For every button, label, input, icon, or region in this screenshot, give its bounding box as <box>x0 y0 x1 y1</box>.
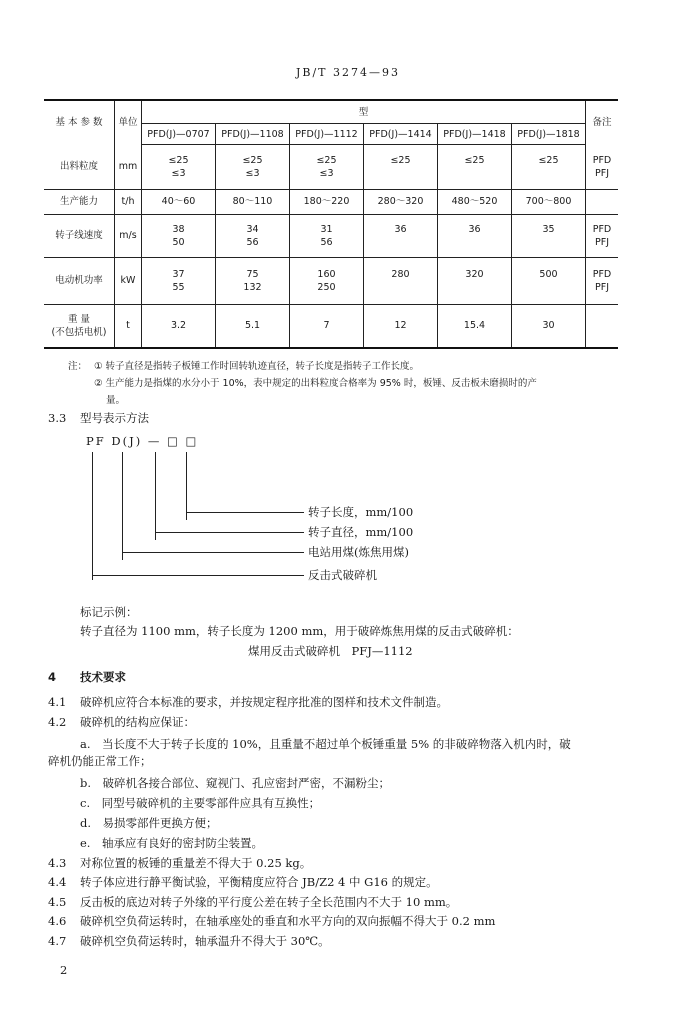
model-cell: PFD(J)—1418 <box>438 124 512 145</box>
item-number: 4.3 <box>48 856 67 870</box>
example-title: 标记示例： <box>80 605 138 619</box>
value-cell: 500 <box>512 257 586 304</box>
model-cell: PFD(J)—1414 <box>364 124 438 145</box>
item-number: 4.7 <box>48 934 67 948</box>
table-row <box>44 145 618 190</box>
sub-item-a-cont: 碎机仍能正常工作； <box>48 754 152 768</box>
item-number: 4.2 <box>48 715 67 729</box>
value-cell: 12 <box>364 304 438 348</box>
value-cell: 280 <box>364 257 438 304</box>
value-cell: 7 <box>290 304 364 348</box>
example-text: 转子直径为 1100 mm，转子长度为 1200 mm，用于破碎炼焦用煤的反击式破碎机： <box>80 624 519 638</box>
value-cell: 34 56 <box>216 214 290 257</box>
param-header: 基 本 参 数 <box>44 100 115 145</box>
value-cell: 37 55 <box>142 257 216 304</box>
value-cell: ≤25 ≤3 <box>142 145 216 190</box>
row-unit: mm <box>115 145 142 190</box>
page-number: 2 <box>60 963 68 977</box>
model-cell: PFD(J)—1818 <box>512 124 586 145</box>
row-name: 出料粒度 <box>44 145 115 190</box>
value-cell: 36 <box>438 214 512 257</box>
value-cell: 75 132 <box>216 257 290 304</box>
value-cell: 160 250 <box>290 257 364 304</box>
sub-item: c. 同型号破碎机的主要零部件应具有互换性； <box>80 796 321 810</box>
table-row <box>44 257 618 304</box>
value-cell: 180～220 <box>290 189 364 214</box>
type-group-header: 型 <box>142 100 586 124</box>
label-rotor-diameter: 转子直径，mm/100 <box>308 525 414 539</box>
value-cell: 5.1 <box>216 304 290 348</box>
row-unit: t/h <box>115 189 142 214</box>
item-text: 转子体应进行静平衡试验，平衡精度应符合 JB/Z2 4 中 G16 的规定。 <box>80 875 438 889</box>
table-row <box>44 189 618 214</box>
label-rotor-length: 转子长度，mm/100 <box>308 505 414 519</box>
model-code: PF D(J) — □ □ <box>86 434 199 448</box>
value-cell: 80～110 <box>216 189 290 214</box>
value-cell: ≤25 <box>438 145 512 190</box>
section-4-title: 技术要求 <box>80 670 126 684</box>
item-text: 破碎机空负荷运转时，在轴承座处的垂直和水平方向的双向振幅不得大于 0.2 mm <box>80 914 496 928</box>
label-crusher-type: 反击式破碎机 <box>308 568 377 582</box>
remark-cell: PFD PFJ <box>586 257 619 304</box>
value-cell: 40～60 <box>142 189 216 214</box>
model-cell: PFD(J)—1108 <box>216 124 290 145</box>
item-text: 对称位置的板锤的重量差不得大于 0.25 kg。 <box>80 856 312 870</box>
parameter-table <box>44 99 618 349</box>
unit-header: 单位 <box>115 100 142 145</box>
label-coal-type: 电站用煤(炼焦用煤) <box>308 545 409 559</box>
sub-item-a: a. 当长度不大于转子长度的 10%，且重量不超过单个板锤重量 5% 的非破碎物落入机内时，破 <box>80 737 571 751</box>
item-number: 4.5 <box>48 895 67 909</box>
sub-item: e. 轴承应有良好的密封防尘装置。 <box>80 836 263 850</box>
standard-header: JB/T 3274—93 <box>295 66 401 79</box>
remark-cell <box>586 304 619 348</box>
item-number: 4.1 <box>48 695 67 709</box>
row-unit: kW <box>115 257 142 304</box>
value-cell: ≤25 <box>364 145 438 190</box>
row-name: 重 量 (不包括电机) <box>44 304 115 348</box>
section-4-number: 4 <box>48 670 57 684</box>
remark-header: 备注 <box>586 100 619 145</box>
section-3-3-title: 型号表示方法 <box>80 411 149 425</box>
remark-cell: PFD PFJ <box>586 214 619 257</box>
value-cell: 700～800 <box>512 189 586 214</box>
value-cell: 38 50 <box>142 214 216 257</box>
value-cell: 480～520 <box>438 189 512 214</box>
row-name: 生产能力 <box>44 189 115 214</box>
value-cell: 3.2 <box>142 304 216 348</box>
item-number: 4.4 <box>48 875 67 889</box>
note-1: ① 转子直径是指转子板锤工作时回转轨迹直径，转子长度是指转子工作长度。 <box>94 361 420 372</box>
value-cell: 31 56 <box>290 214 364 257</box>
value-cell: ≤25 ≤3 <box>290 145 364 190</box>
item-text: 反击板的底边对转子外缘的平行度公差在转子全长范围内不大于 10 mm。 <box>80 895 458 909</box>
value-cell: 30 <box>512 304 586 348</box>
row-unit: t <box>115 304 142 348</box>
value-cell: 36 <box>364 214 438 257</box>
row-name: 转子线速度 <box>44 214 115 257</box>
model-cell: PFD(J)—0707 <box>142 124 216 145</box>
row-name: 电动机功率 <box>44 257 115 304</box>
row-unit: m/s <box>115 214 142 257</box>
sub-item: b. 破碎机各接合部位、窥视门、孔应密封严密，不漏粉尘； <box>80 776 391 790</box>
example-mark: 煤用反击式破碎机 PFJ—1112 <box>248 644 413 658</box>
table-row <box>44 304 618 348</box>
value-cell: 280～320 <box>364 189 438 214</box>
notes-label: 注： <box>68 361 88 372</box>
table-row <box>44 214 618 257</box>
model-cell: PFD(J)—1112 <box>290 124 364 145</box>
item-text: 破碎机空负荷运转时，轴承温升不得大于 30℃。 <box>80 934 330 948</box>
value-cell: 35 <box>512 214 586 257</box>
remark-cell: PFD PFJ <box>586 145 619 190</box>
value-cell: ≤25 ≤3 <box>216 145 290 190</box>
item-text: 破碎机的结构应保证： <box>80 715 195 729</box>
value-cell: 15.4 <box>438 304 512 348</box>
sub-item: d. 易损零部件更换方便； <box>80 816 218 830</box>
value-cell: ≤25 <box>512 145 586 190</box>
item-number: 4.6 <box>48 914 67 928</box>
remark-cell <box>586 189 619 214</box>
note-2-cont: 量。 <box>106 395 126 406</box>
section-3-3-number: 3.3 <box>48 411 67 425</box>
item-text: 破碎机应符合本标准的要求，并按规定程序批准的图样和技术文件制造。 <box>80 695 448 709</box>
note-2: ② 生产能力是指煤的水分小于 10%，表中规定的出料粒度合格率为 95% 时，板锤、反击板未磨损时的产 <box>94 378 537 389</box>
value-cell: 320 <box>438 257 512 304</box>
